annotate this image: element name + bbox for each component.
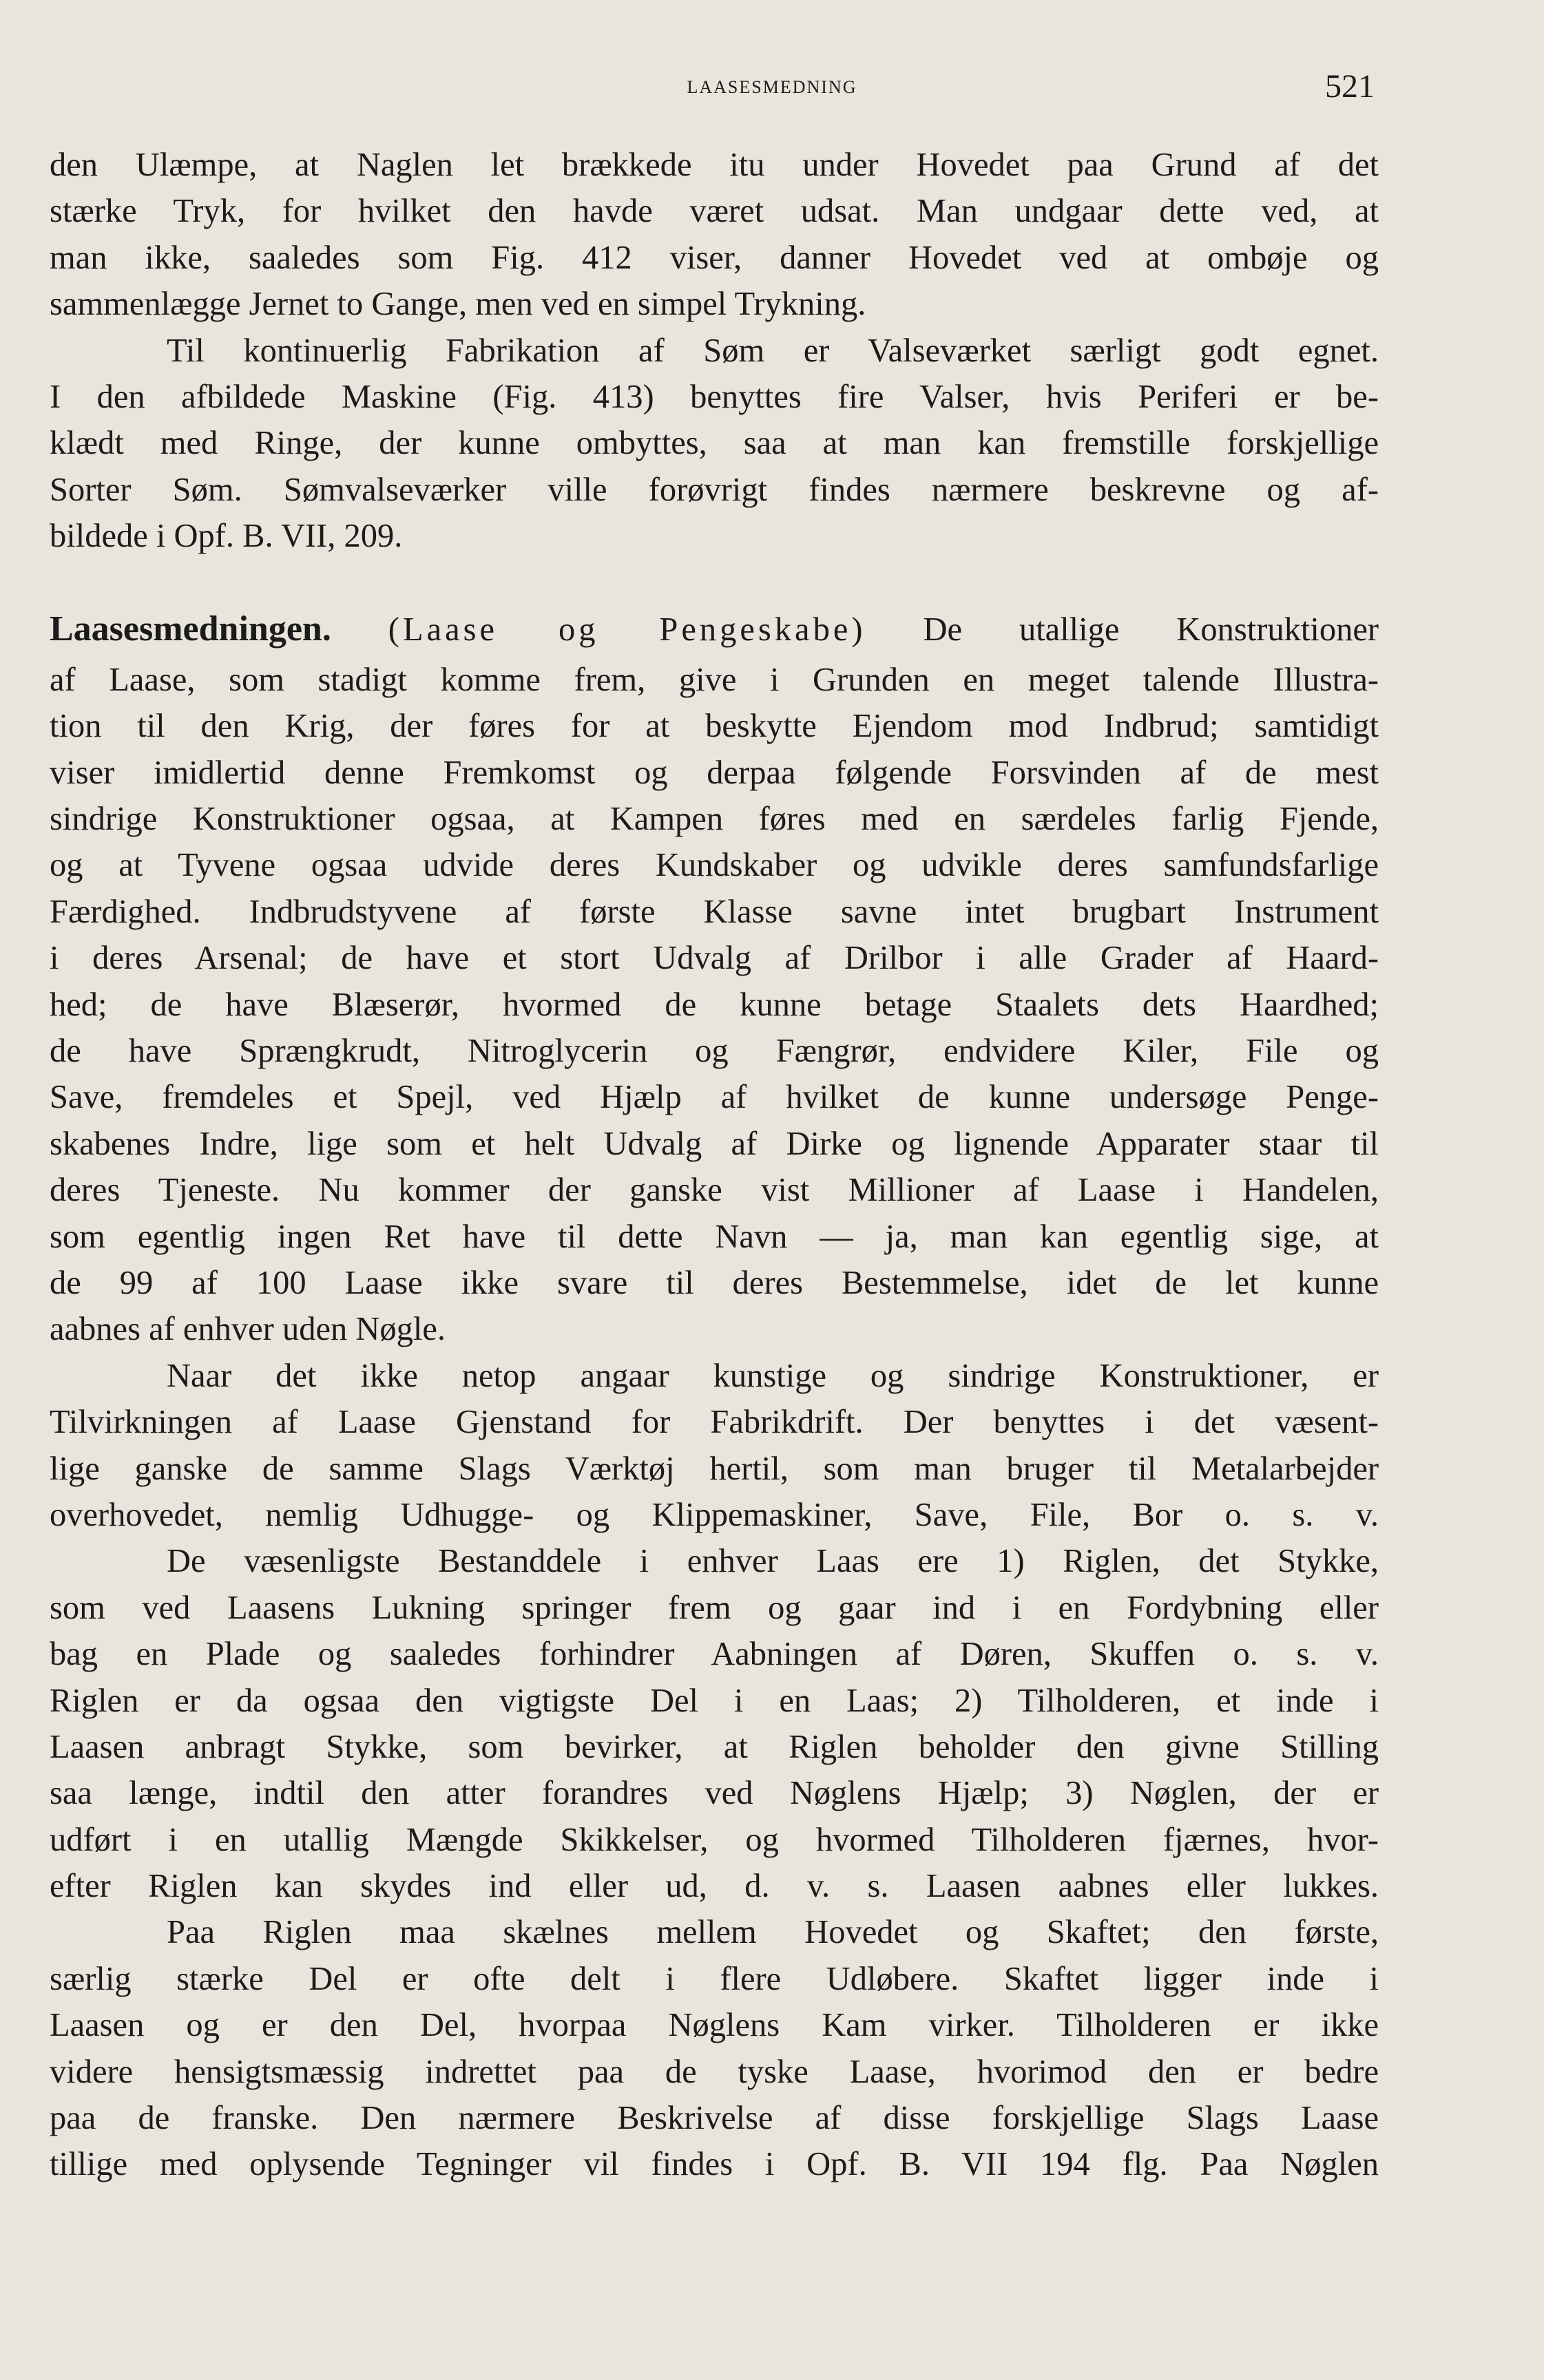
text-line: paa de franske. Den nærmere Beskrivelse af disse forskjellige Slags Laase	[50, 2100, 1379, 2137]
text-line: i deres Arsenal; de have et stort Udvalg af Drilbor i alle Grader af Haard-	[50, 940, 1379, 977]
text-line: stærke Tryk, for hvilket den havde været udsat. Man undgaar dette ved, at	[50, 193, 1379, 230]
section-heading-line	[50, 606, 1379, 657]
text-line: som ved Laasens Lukning springer frem og gaar ind i en Fordybning eller	[50, 1589, 1379, 1626]
text-line: og at Tyvene ogsaa udvide deres Kundskaber og udvikle deres samfundsfarlige	[50, 847, 1379, 884]
text-line: viser imidlertid denne Fremkomst og derpaa følgende Forsvinden af de mest	[50, 754, 1379, 791]
text-line: skabenes Indre, lige som et helt Udvalg af Dirke og lignende Apparater staar til	[50, 1125, 1379, 1162]
text-line: De væsenligste Bestanddele i enhver Laas ere 1) Riglen, det Stykke,	[167, 1543, 1379, 1580]
text-line: som egentlig ingen Ret have til dette Navn — ja, man kan egentlig sige, at	[50, 1218, 1379, 1255]
text-line: Riglen er da ogsaa den vigtigste Del i en Laas; 2) Tilholderen, et inde i	[50, 1682, 1379, 1719]
text-line: særlig stærke Del er ofte delt i flere Udløbere. Skaftet ligger inde i	[50, 1960, 1379, 1997]
text-line: videre hensigtsmæssig indrettet paa de tyske Laase, hvorimod den er bedre	[50, 2053, 1379, 2090]
text-line: Sorter Søm. Sømvalseværker ville forøvrigt findes nærmere beskrevne og af-	[50, 471, 1379, 508]
text-line: man ikke, saaledes som Fig. 412 viser, danner Hovedet ved at ombøje og	[50, 239, 1379, 276]
text-line: saa længe, indtil den atter forandres ved Nøglens Hjælp; 3) Nøglen, der er	[50, 1775, 1379, 1812]
text-line: bag en Plade og saaledes forhindrer Aabningen af Døren, Skuffen o. s. v.	[50, 1636, 1379, 1673]
text-line: Laasen og er den Del, hvorpaa Nøglens Kam virker. Tilholderen er ikke	[50, 2007, 1379, 2044]
text-line: Naar det ikke netop angaar kunstige og sindrige Konstruktioner, er	[167, 1357, 1379, 1394]
text-line: bildede i Opf. B. VII, 209.	[50, 518, 403, 555]
text-line: Paa Riglen maa skælnes mellem Hovedet og Skaftet; den første,	[167, 1914, 1379, 1951]
text-line: tillige med oplysende Tegninger vil findes i Opf. B. VII 194 flg. Paa Nøglen	[50, 2146, 1379, 2183]
text-line: Save, fremdeles et Spejl, ved Hjælp af hvilket de kunne undersøge Penge-	[50, 1079, 1379, 1116]
text-line: Færdighed. Indbrudstyvene af første Klasse savne intet brugbart Instrument	[50, 893, 1379, 930]
heading-line-text: De utallige Konstruktioner	[923, 611, 1379, 648]
text-line: Laasen anbragt Stykke, som bevirker, at Riglen beholder den givne Stilling	[50, 1728, 1379, 1765]
text-line: lige ganske de samme Slags Værktøj hertil, som man bruger til Metalarbejder	[50, 1450, 1379, 1487]
section-subtitle: (Laase og Pengeskabe)	[388, 611, 866, 648]
text-line: Tilvirkningen af Laase Gjenstand for Fabrikdrift. Der benyttes i det væsent-	[50, 1404, 1379, 1441]
text-line: klædt med Ringe, der kunne ombyttes, saa at man kan fremstille forskjellige	[50, 425, 1379, 462]
text-line: udført i en utallig Mængde Skikkelser, og hvormed Tilholderen fjærnes, hvor-	[50, 1821, 1379, 1858]
running-header	[0, 67, 1544, 109]
text-line: aabnes af enhver uden Nøgle.	[50, 1311, 446, 1348]
text-line: Til kontinuerlig Fabrikation af Søm er Valseværket særligt godt egnet.	[167, 332, 1379, 369]
text-line: sammenlægge Jernet to Gange, men ved en simpel Trykning.	[50, 286, 866, 323]
page-number: 521	[1325, 68, 1375, 105]
text-line: af Laase, som stadigt komme frem, give i Grunden en meget talende Illustra-	[50, 661, 1379, 698]
body-text	[50, 142, 1379, 2188]
text-line: sindrige Konstruktioner ogsaa, at Kampen føres med en særdeles farlig Fjende,	[50, 801, 1379, 838]
text-line: deres Tjeneste. Nu kommer der ganske vist Millioner af Laase i Handelen,	[50, 1172, 1379, 1209]
text-line: hed; de have Blæserør, hvormed de kunne betage Staalets dets Haardhed;	[50, 986, 1379, 1023]
section-gap	[50, 560, 1379, 606]
running-title: LAASESMEDNING	[687, 77, 857, 97]
text-line: overhovedet, nemlig Udhugge- og Klippemaskiner, Save, File, Bor o. s. v.	[50, 1496, 1379, 1533]
text-line: efter Riglen kan skydes ind eller ud, d. v. s. Laasen aabnes eller lukkes.	[50, 1868, 1379, 1905]
text-line: de have Sprængkrudt, Nitroglycerin og Fængrør, endvidere Kiler, File og	[50, 1033, 1379, 1070]
text-line: den Ulæmpe, at Naglen let brækkede itu under Hovedet paa Grund af det	[50, 147, 1379, 183]
text-line: tion til den Krig, der føres for at beskytte Ejendom mod Indbrud; samtidigt	[50, 708, 1379, 745]
text-line: de 99 af 100 Laase ikke svare til deres Bestemmelse, idet de let kunne	[50, 1264, 1379, 1301]
text-line: I den afbildede Maskine (Fig. 413) benyttes fire Valser, hvis Periferi er be-	[50, 378, 1379, 415]
section-heading: Laasesmedningen.	[50, 609, 331, 649]
